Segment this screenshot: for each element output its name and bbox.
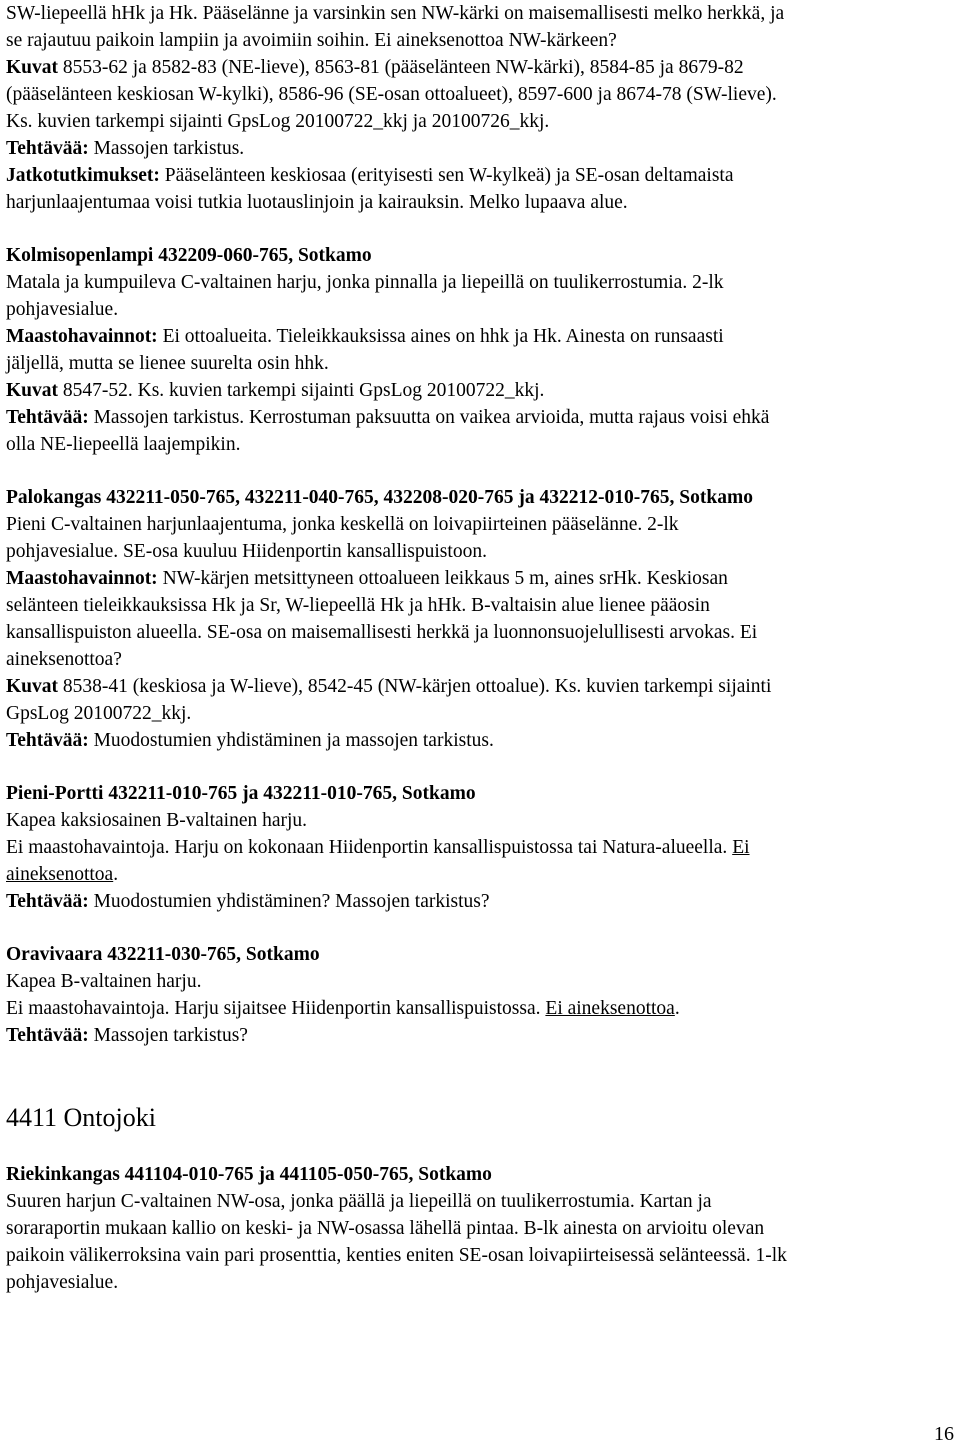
text-line: Kapea kaksiosainen B-valtainen harju. <box>6 810 308 831</box>
tehtavaa-label: Tehtävää: <box>6 138 89 159</box>
riekinkangas-section <box>6 1161 956 1296</box>
tehtavaa-text: Massojen tarkistus. <box>88 138 245 159</box>
text-line: olla NE-liepeellä laajempikin. <box>6 434 241 455</box>
kuvat-line <box>6 54 956 81</box>
section-title: Oravivaara 432211-030-765, Sotkamo <box>6 944 320 965</box>
text-segment: . <box>674 998 680 1019</box>
page-number: 16 <box>934 1423 954 1445</box>
tehtavaa-text: Massojen tarkistus? <box>88 1025 248 1046</box>
maasto-line <box>6 323 956 350</box>
text-segment: . <box>113 864 119 885</box>
text-line: pohjavesialue. <box>6 299 119 320</box>
tehtavaa-text: Massojen tarkistus. Kerrostuman paksuutta on vaikea arvioida, mutta rajaus voisi ehkä <box>88 407 770 428</box>
text-line: aineksenottoa? <box>6 649 122 670</box>
underlined-text: Ei aineksenottoa <box>545 998 675 1019</box>
tehtavaa-line <box>6 404 956 431</box>
section-heading: 4411 Ontojoki <box>6 1103 156 1132</box>
kuvat-text: 8553-62 ja 8582-83 (NE-lieve), 8563-81 (pääselänteen NW-kärki), 8584-85 ja 8679-82 <box>58 57 744 78</box>
pieni-portti-section <box>6 780 956 915</box>
kuvat-label: Kuvat <box>6 676 59 697</box>
maasto-label: Maastohavainnot: <box>6 326 158 347</box>
section-title: Palokangas 432211-050-765, 432211-040-765, 432208-020-765 ja 432212-010-765, Sotkamo <box>6 487 753 508</box>
text-line: soraraportin mukaan kallio on keski- ja NW-osassa lähellä pintaa. B-lk ainesta on arvioitu olevan <box>6 1218 765 1239</box>
tehtavaa-line <box>6 727 956 754</box>
text-segment: Ei maastohavaintoja. Harju on kokonaan Hiidenportin kansallispuistossa tai Natura-alueella. <box>6 837 733 858</box>
oravivaara-section <box>6 941 956 1049</box>
kuvat-label: Kuvat <box>6 57 59 78</box>
tehtavaa-label: Tehtävää: <box>6 407 89 428</box>
kolmisopenlampi-section <box>6 242 956 458</box>
tehtavaa-line <box>6 135 956 162</box>
tehtavaa-label: Tehtävää: <box>6 730 89 751</box>
tehtavaa-label: Tehtävää: <box>6 891 89 912</box>
text-segment: Ei maastohavaintoja. Harju sijaitsee Hiidenportin kansallispuistossa. <box>6 998 546 1019</box>
tehtavaa-line <box>6 888 956 915</box>
jatko-text: Pääselänteen keskiosaa (erityisesti sen W-kylkeä) ja SE-osan deltamaista <box>159 165 734 186</box>
text-line: kansallispuiston alueella. SE-osa on maisemallisesti herkkä ja luonnonsuojelullisesti arvokas. Ei <box>6 622 758 643</box>
maasto-line <box>6 565 956 592</box>
text-line: (pääselänteen keskiosan W-kylki), 8586-96 (SE-osan ottoalueet), 8597-600 ja 8674-78 (SW-lieve). <box>6 84 777 105</box>
kuvat-text: 8547-52. Ks. kuvien tarkempi sijainti GpsLog 20100722_kkj. <box>58 380 545 401</box>
text-line <box>6 995 956 1022</box>
document-page <box>6 0 956 1296</box>
text-line: harjunlaajentumaa voisi tutkia luotauslinjoin ja kairauksin. Melko lupaava alue. <box>6 192 628 213</box>
text-line: paikoin välikerroksina vain pari prosenttia, kenties eniten SE-osan loivapiirteisessä selänteessä. 1-lk <box>6 1245 787 1266</box>
maasto-label: Maastohavainnot: <box>6 568 158 589</box>
text-line: selänteen tieleikkauksissa Hk ja Sr, W-liepeellä Hk ja hHk. B-valtaisin alue lienee pääosin <box>6 595 710 616</box>
kuvat-text: 8538-41 (keskiosa ja W-lieve), 8542-45 (NW-kärjen ottoalue). Ks. kuvien tarkempi sijainti <box>58 676 772 697</box>
jatko-label: Jatkotutkimukset: <box>6 165 160 186</box>
text-line: Ks. kuvien tarkempi sijainti GpsLog 20100722_kkj ja 20100726_kkj. <box>6 111 550 132</box>
tehtavaa-label: Tehtävää: <box>6 1025 89 1046</box>
section-title: Pieni-Portti 432211-010-765 ja 432211-010-765, Sotkamo <box>6 783 476 804</box>
text-line: se rajautuu paikoin lampiin ja avoimiin soihin. Ei aineksenottoa NW-kärkeen? <box>6 30 617 51</box>
tehtavaa-line <box>6 1022 956 1049</box>
section-title: Kolmisopenlampi 432209-060-765, Sotkamo <box>6 245 372 266</box>
text-line: Suuren harjun C-valtainen NW-osa, jonka päällä ja liepeillä on tuulikerrostumia. Kartan ja <box>6 1191 712 1212</box>
jatko-line <box>6 162 956 189</box>
kuvat-label: Kuvat <box>6 380 59 401</box>
text-line <box>6 834 956 861</box>
tehtavaa-text: Muodostumien yhdistäminen ja massojen tarkistus. <box>88 730 494 751</box>
maasto-text: NW-kärjen metsittyneen ottoalueen leikkaus 5 m, aines srHk. Keskiosan <box>157 568 728 589</box>
text-line: Kapea B-valtainen harju. <box>6 971 202 992</box>
section-title: Riekinkangas 441104-010-765 ja 441105-050-765, Sotkamo <box>6 1164 492 1185</box>
maasto-text: Ei ottoalueita. Tieleikkauksissa aines on hhk ja Hk. Ainesta on runsaasti <box>157 326 724 347</box>
palokangas-section <box>6 484 956 754</box>
text-line: Pieni C-valtainen harjunlaajentuma, jonka keskellä on loivapiirteinen pääselänne. 2-lk <box>6 514 679 535</box>
kuvat-line <box>6 377 956 404</box>
kuvat-line <box>6 673 956 700</box>
text-line: pohjavesialue. SE-osa kuuluu Hiidenportin kansallispuistoon. <box>6 541 487 562</box>
underlined-text: aineksenottoa <box>6 864 114 885</box>
underlined-text: Ei <box>732 837 750 858</box>
text-line <box>6 861 956 888</box>
text-line: GpsLog 20100722_kkj. <box>6 703 192 724</box>
tehtavaa-text: Muodostumien yhdistäminen? Massojen tarkistus? <box>88 891 490 912</box>
text-line: Matala ja kumpuileva C-valtainen harju, jonka pinnalla ja liepeillä on tuulikerrostumia. 2-lk <box>6 272 724 293</box>
text-line: SW-liepeellä hHk ja Hk. Pääselänne ja varsinkin sen NW-kärki on maisemallisesti melko herkkä, ja <box>6 3 785 24</box>
text-line: pohjavesialue. <box>6 1272 119 1293</box>
text-line: jäljellä, mutta se lienee suurelta osin hhk. <box>6 353 329 374</box>
intro-section <box>6 0 956 216</box>
